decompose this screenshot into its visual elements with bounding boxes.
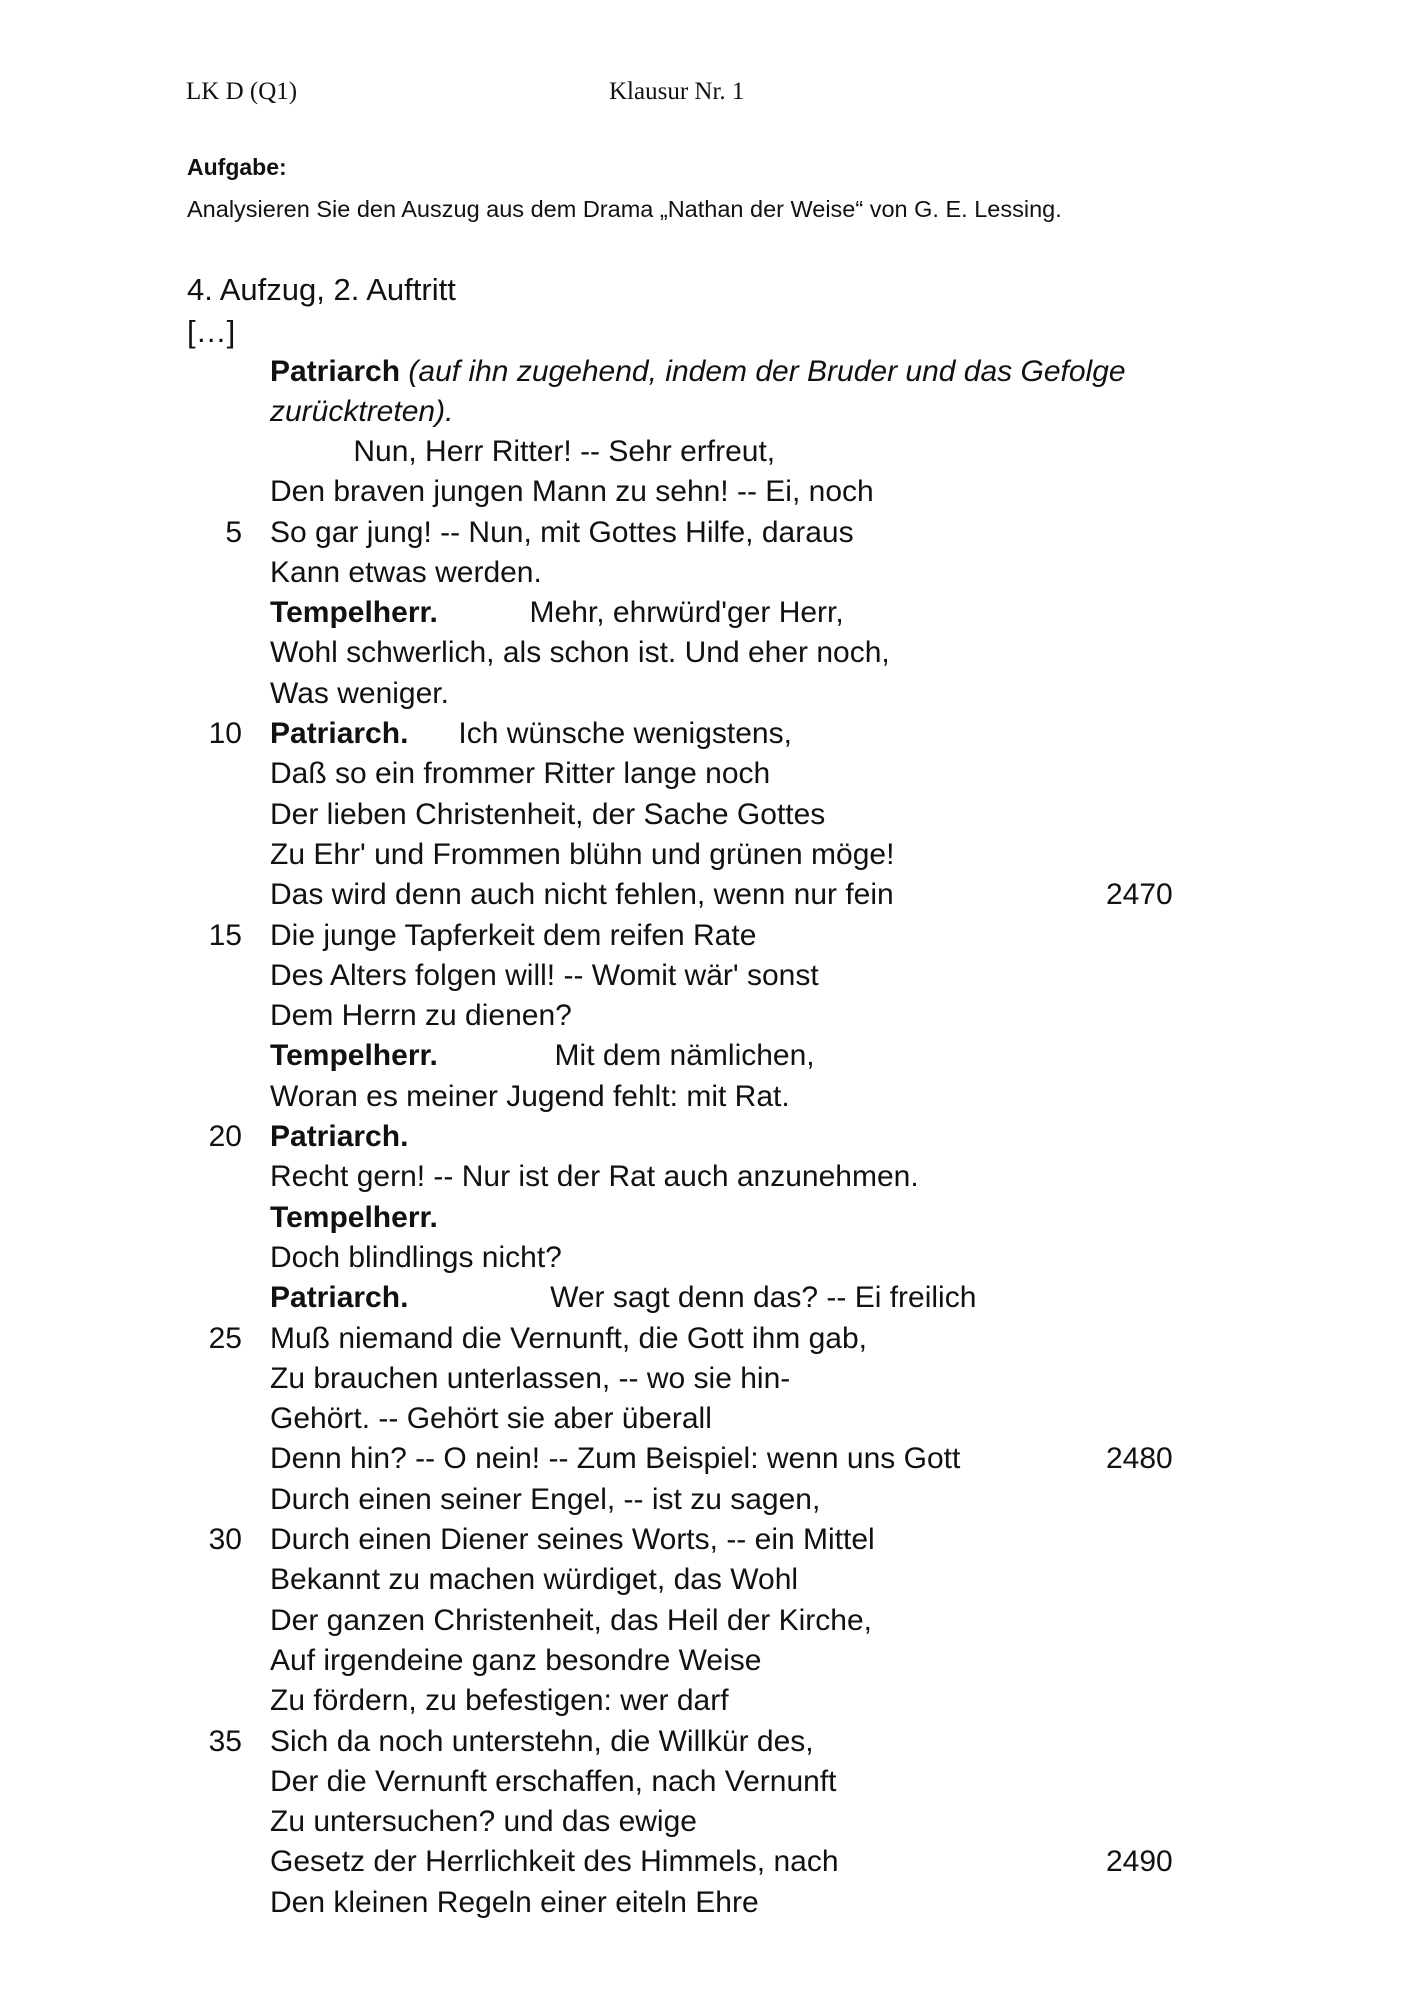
verse-line — [0, 472, 1414, 512]
spoken-text: Kann etwas werden. — [270, 555, 542, 589]
stage-direction — [270, 352, 1270, 432]
line-text — [270, 1641, 761, 1681]
verse-number: 2480 — [1106, 1442, 1173, 1476]
spoken-text: Bekannt zu machen würdiget, das Wohl — [270, 1563, 799, 1597]
line-text — [270, 714, 792, 754]
line-text — [270, 1319, 867, 1359]
spoken-text: Der ganzen Christenheit, das Heil der Kirche, — [270, 1603, 872, 1637]
spoken-text: Mehr, ehrwürd'ger Herr, — [437, 596, 844, 630]
spoken-text: Gehört. -- Gehört sie aber überall — [270, 1402, 712, 1436]
spoken-text: Sich da noch unterstehn, die Willkür des, — [270, 1724, 814, 1758]
spoken-text: Recht gern! -- Nur ist der Rat auch anzunehmen. — [270, 1160, 919, 1194]
spoken-text: Die junge Tapferkeit dem reifen Rate — [270, 918, 757, 952]
line-text — [270, 1359, 790, 1399]
line-text — [270, 795, 825, 835]
line-text — [270, 956, 819, 996]
act-scene-heading: 4. Aufzug, 2. Auftritt — [187, 272, 456, 307]
verse-line — [0, 432, 1414, 472]
page-header — [186, 78, 1286, 112]
spoken-text: Doch blindlings nicht? — [270, 1240, 562, 1274]
line-number: 35 — [208, 1724, 242, 1758]
verse-line — [0, 1036, 1414, 1076]
verse-line — [0, 1278, 1414, 1318]
line-number: 20 — [208, 1120, 242, 1154]
line-text — [270, 996, 572, 1036]
spoken-text: Der die Vernunft erschaffen, nach Vernunft — [270, 1764, 837, 1798]
line-text — [270, 472, 874, 512]
line-number: 25 — [208, 1321, 242, 1355]
speaker-name: Tempelherr. — [270, 1039, 438, 1073]
line-number: 10 — [208, 717, 242, 751]
line-number: 15 — [208, 918, 242, 952]
task-title: Aufgabe: — [187, 154, 287, 180]
line-text — [270, 1681, 729, 1721]
spoken-text: Muß niemand die Vernunft, die Gott ihm gab, — [270, 1321, 867, 1355]
task-text: Analysieren Sie den Auszug aus dem Drama „Nathan der Weise“ von G. E. Lessing. — [187, 196, 1062, 222]
spoken-text: Zu untersuchen? und das ewige — [270, 1805, 697, 1839]
line-text — [270, 1601, 872, 1641]
spoken-text: Durch einen seiner Engel, -- ist zu sagen, — [270, 1482, 821, 1516]
spoken-text: Mit dem nämlichen, — [437, 1039, 815, 1073]
spoken-text: Nun, Herr Ritter! -- Sehr erfreut, — [270, 435, 776, 468]
verse-line — [0, 795, 1414, 835]
verse-line — [0, 1399, 1414, 1439]
spoken-text: Denn hin? -- O nein! -- Zum Beispiel: wenn uns Gott — [270, 1442, 961, 1476]
line-text — [270, 1883, 759, 1923]
verse-line — [0, 1157, 1414, 1197]
line-number: 5 — [225, 515, 242, 549]
line-text — [270, 593, 844, 633]
line-text — [270, 1278, 976, 1318]
verse-number: 2470 — [1106, 878, 1173, 912]
line-text — [270, 916, 756, 956]
verse-line — [0, 1439, 1414, 1479]
verse-line — [0, 1601, 1414, 1641]
line-text — [270, 1077, 790, 1117]
verse-line — [0, 1842, 1414, 1882]
line-text — [270, 1560, 798, 1600]
spoken-text: Zu brauchen unterlassen, -- wo sie hin- — [270, 1361, 791, 1395]
verse-line — [0, 714, 1414, 754]
line-text — [270, 1157, 919, 1197]
speaker-name: Patriarch. — [270, 1281, 409, 1315]
verse-line — [0, 1077, 1414, 1117]
spoken-text: Dem Herrn zu dienen? — [270, 999, 572, 1033]
verse-line — [0, 674, 1414, 714]
spoken-text: Wer sagt denn das? -- Ei freilich — [408, 1281, 977, 1315]
spoken-text: Das wird denn auch nicht fehlen, wenn nur fein — [270, 878, 894, 912]
line-text — [270, 1722, 814, 1762]
course-label: LK D (Q1) — [186, 78, 298, 105]
line-text — [270, 835, 894, 875]
line-text — [270, 1198, 438, 1238]
verse-line — [0, 1319, 1414, 1359]
speaker-name: Patriarch. — [270, 717, 409, 751]
line-text — [270, 1439, 960, 1479]
line-text — [270, 1762, 836, 1802]
omission-marker: […] — [187, 314, 236, 349]
line-text — [270, 432, 775, 472]
spoken-text: So gar jung! -- Nun, mit Gottes Hilfe, daraus — [270, 515, 854, 549]
stage-direction-text-2: zurücktreten). — [270, 395, 454, 428]
line-text — [270, 1117, 408, 1157]
line-text — [270, 1802, 697, 1842]
verse-line — [0, 835, 1414, 875]
verse-line — [0, 1198, 1414, 1238]
verse-line — [0, 1359, 1414, 1399]
verse-line — [0, 916, 1414, 956]
verse-line — [0, 1883, 1414, 1923]
verse-line — [0, 1681, 1414, 1721]
spoken-text: Des Alters folgen will! -- Womit wär' sonst — [270, 958, 819, 992]
spoken-text: Den braven jungen Mann zu sehn! -- Ei, noch — [270, 475, 874, 509]
verse-line — [0, 1480, 1414, 1520]
speaker-name: Tempelherr. — [270, 596, 438, 630]
line-number: 30 — [208, 1523, 242, 1557]
line-text — [270, 633, 890, 673]
spoken-text: Ich wünsche wenigstens, — [408, 717, 792, 751]
line-text — [270, 1399, 712, 1439]
verse-line — [0, 1641, 1414, 1681]
spoken-text: Auf irgendeine ganz besondre Weise — [270, 1643, 762, 1677]
line-text — [270, 754, 770, 794]
stage-direction-text-1: (auf ihn zugehend, indem der Bruder und das Gefolge — [408, 355, 1126, 388]
drama-text — [0, 432, 1414, 1923]
line-text — [270, 553, 542, 593]
speaker-name: Tempelherr. — [270, 1200, 438, 1234]
verse-line — [0, 553, 1414, 593]
verse-line — [0, 1560, 1414, 1600]
verse-line — [0, 1762, 1414, 1802]
line-text — [270, 1238, 562, 1278]
verse-line — [0, 1238, 1414, 1278]
verse-line — [0, 633, 1414, 673]
spoken-text: Durch einen Diener seines Worts, -- ein Mittel — [270, 1523, 875, 1557]
verse-line — [0, 875, 1414, 915]
verse-line — [0, 1520, 1414, 1560]
verse-line — [0, 513, 1414, 553]
verse-line — [0, 593, 1414, 633]
stage-speaker: Patriarch — [270, 355, 401, 388]
spoken-text: Wohl schwerlich, als schon ist. Und eher noch, — [270, 636, 890, 670]
line-text — [270, 1842, 839, 1882]
verse-line — [0, 1117, 1414, 1157]
verse-number: 2490 — [1106, 1845, 1173, 1879]
verse-line — [0, 956, 1414, 996]
spoken-text: Gesetz der Herrlichkeit des Himmels, nach — [270, 1845, 839, 1879]
line-text — [270, 513, 854, 553]
verse-line — [0, 996, 1414, 1036]
speaker-name: Patriarch. — [270, 1120, 409, 1154]
line-text — [270, 674, 449, 714]
verse-line — [0, 1722, 1414, 1762]
spoken-text: Zu Ehr' und Frommen blühn und grünen möge! — [270, 837, 895, 871]
line-text — [270, 1036, 815, 1076]
verse-line — [0, 1802, 1414, 1842]
exam-title: Klausur Nr. 1 — [609, 78, 745, 105]
line-text — [270, 875, 894, 915]
verse-line — [0, 754, 1414, 794]
line-text — [270, 1520, 875, 1560]
spoken-text: Den kleinen Regeln einer eiteln Ehre — [270, 1885, 759, 1919]
line-text — [270, 1480, 820, 1520]
spoken-text: Was weniger. — [270, 676, 449, 710]
spoken-text: Daß so ein frommer Ritter lange noch — [270, 757, 771, 791]
spoken-text: Der lieben Christenheit, der Sache Gottes — [270, 797, 826, 831]
spoken-text: Woran es meiner Jugend fehlt: mit Rat. — [270, 1079, 790, 1113]
spoken-text: Zu fördern, zu befestigen: wer darf — [270, 1684, 729, 1718]
